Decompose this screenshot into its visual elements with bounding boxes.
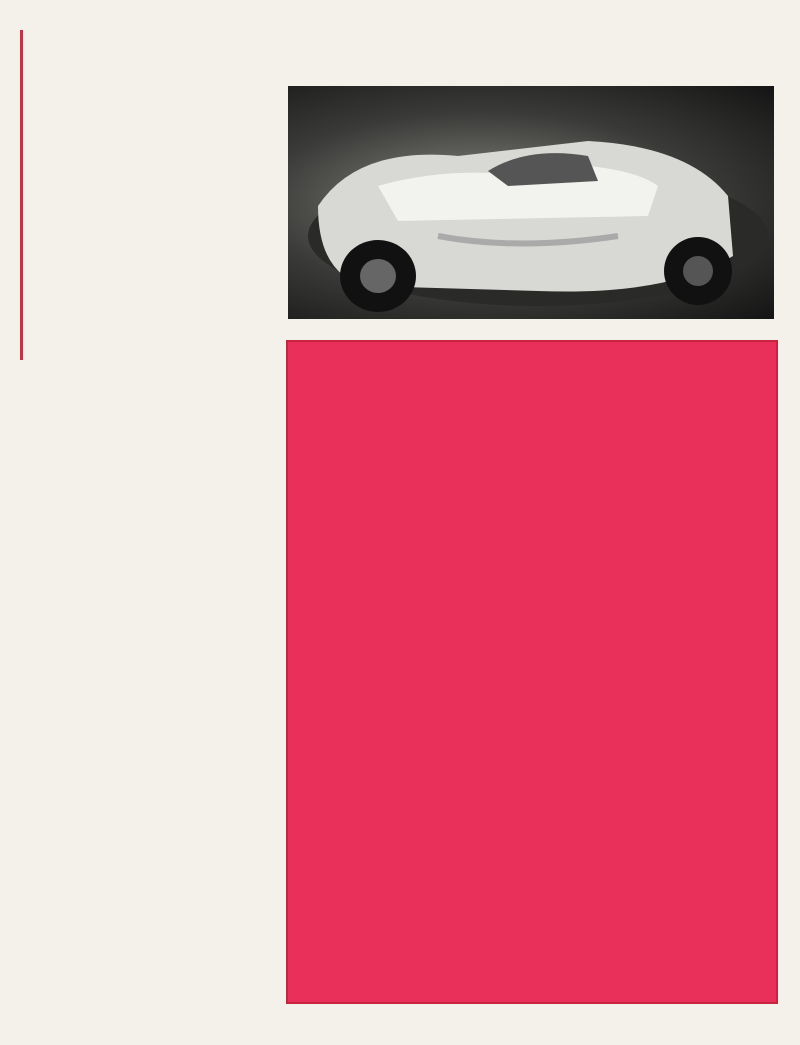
left-accent-rule [20,30,23,360]
race-car-illustration [288,86,774,319]
results-table [286,340,778,1004]
race-car-photo [288,86,774,319]
